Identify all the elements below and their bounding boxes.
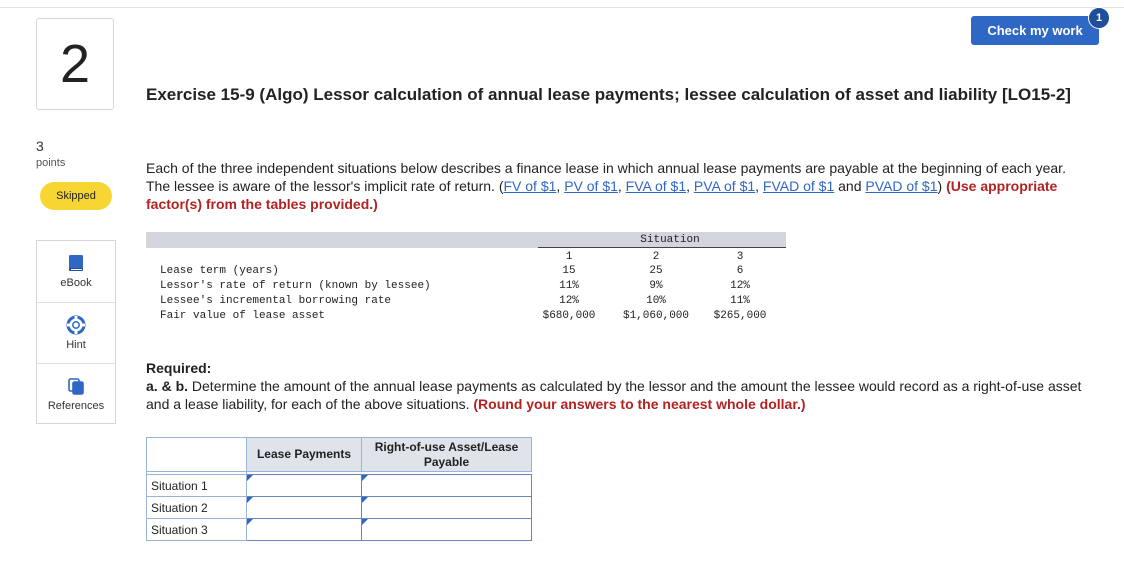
lease-payments-header: Lease Payments	[247, 438, 362, 472]
cell: 10%	[646, 295, 666, 307]
fvad-table-link[interactable]: FVAD of $1	[762, 178, 835, 194]
situation-header: Situation	[640, 234, 700, 246]
situation-3-lease-payments-input[interactable]	[247, 519, 361, 540]
book-icon	[66, 253, 86, 273]
check-my-work-button[interactable]: Check my work	[971, 16, 1099, 45]
fv-table-link[interactable]: FV of $1	[503, 178, 557, 194]
header-blank-cell	[147, 438, 247, 472]
sidebar-item-label: References	[47, 400, 105, 412]
situation-1-label: Situation 1	[147, 475, 247, 497]
sidebar-item-hint[interactable]	[37, 303, 115, 363]
situation-2-rou-asset-input[interactable]	[362, 497, 531, 518]
situation-3-rou-asset-cell	[362, 519, 532, 541]
copy-icon	[66, 376, 86, 396]
required-text: a. & b. Determine the amount of the annual lease payments as calculated by the lessor and the amount the lessee would record as a right-of-use asset and a lease liability, for each of the above situations. (Round your answers to the nearest whole dollar.)	[146, 378, 1082, 412]
rou-asset-header: Right-of-use Asset/Lease Payable	[362, 438, 532, 472]
situation-2-label: Situation 2	[147, 497, 247, 519]
cell: 12%	[730, 280, 750, 292]
cell: 15	[562, 265, 576, 277]
situation-3-lease-payments-cell	[247, 519, 362, 541]
cell: $265,000	[713, 310, 767, 322]
situation-1-lease-payments-input[interactable]	[247, 475, 361, 496]
points-value: 3	[36, 138, 44, 154]
cell: $680,000	[542, 310, 596, 322]
question-number: 2	[36, 18, 114, 110]
required-section	[146, 359, 1086, 413]
situation-2-rou-asset-cell	[362, 497, 532, 519]
table-row	[147, 475, 532, 497]
cell: 11%	[730, 295, 750, 307]
pvad-table-link[interactable]: PVAD of $1	[865, 178, 938, 194]
sidebar-item-ebook[interactable]	[37, 241, 115, 301]
given-data-table	[146, 232, 786, 328]
pva-table-link[interactable]: PVA of $1	[693, 178, 756, 194]
row-label: Lessor's rate of return (known by lessee)	[160, 280, 431, 292]
situation-3-label: Situation 3	[147, 519, 247, 541]
sidebar-item-label: eBook	[60, 277, 92, 289]
table-row	[147, 497, 532, 519]
required-instruction: (Round your answers to the nearest whole dollar.)	[473, 396, 806, 412]
column-header: 3	[736, 251, 744, 263]
cell: 25	[649, 265, 663, 277]
column-header: 1	[565, 251, 573, 263]
situation-underline	[538, 247, 786, 248]
cell: 12%	[559, 295, 579, 307]
column-header-row	[146, 251, 786, 266]
sidebar-item-references[interactable]	[37, 364, 115, 424]
column-header: 2	[652, 251, 660, 263]
cell: 9%	[649, 280, 663, 292]
table-row	[146, 265, 786, 280]
pv-table-link[interactable]: PV of $1	[564, 178, 618, 194]
required-heading: Required:	[146, 360, 212, 376]
table-row	[146, 280, 786, 295]
cell: $1,060,000	[622, 310, 689, 322]
check-attempts-badge: 1	[1088, 7, 1110, 29]
cell: 11%	[559, 280, 579, 292]
answer-header-row	[147, 438, 532, 472]
intro-instruction: (Use appropriate factor(s) from the tables provided.)	[146, 178, 1058, 212]
situation-1-rou-asset-cell	[362, 475, 532, 497]
row-label: Fair value of lease asset	[160, 310, 326, 322]
situation-3-rou-asset-input[interactable]	[362, 519, 531, 540]
situation-2-lease-payments-input[interactable]	[247, 497, 361, 518]
exercise-title: Exercise 15-9 (Algo) Lessor calculation of annual lease payments; lessee calculation of asset and liability [LO15-2]	[146, 85, 1071, 104]
row-label: Lease term (years)	[160, 265, 279, 277]
fva-table-link[interactable]: FVA of $1	[625, 178, 687, 194]
points-label: points	[36, 157, 66, 169]
top-divider	[0, 7, 1124, 8]
answer-table	[146, 437, 532, 541]
situation-1-lease-payments-cell	[247, 475, 362, 497]
situation-1-rou-asset-input[interactable]	[362, 475, 531, 496]
status-badge: Skipped	[40, 182, 112, 210]
table-row	[146, 310, 786, 325]
row-label: Lessee's incremental borrowing rate	[160, 295, 392, 307]
resource-sidebar	[36, 240, 116, 424]
cell: 6	[736, 265, 744, 277]
lifebuoy-icon	[66, 315, 86, 335]
table-row	[147, 519, 532, 541]
intro-paragraph: Each of the three independent situations below describes a finance lease in which annual lease payments are payable at the beginning of each year. The lessee is aware of the lessor's implicit rate of return. (FV of $1, PV of $1, FVA of $1, PVA of $1, FVAD of $1 and PVAD of $1) (Use appropriate factor(s) from the tables provided.)	[146, 160, 1066, 212]
sidebar-item-label: Hint	[66, 339, 86, 351]
table-row	[146, 295, 786, 310]
situation-2-lease-payments-cell	[247, 497, 362, 519]
